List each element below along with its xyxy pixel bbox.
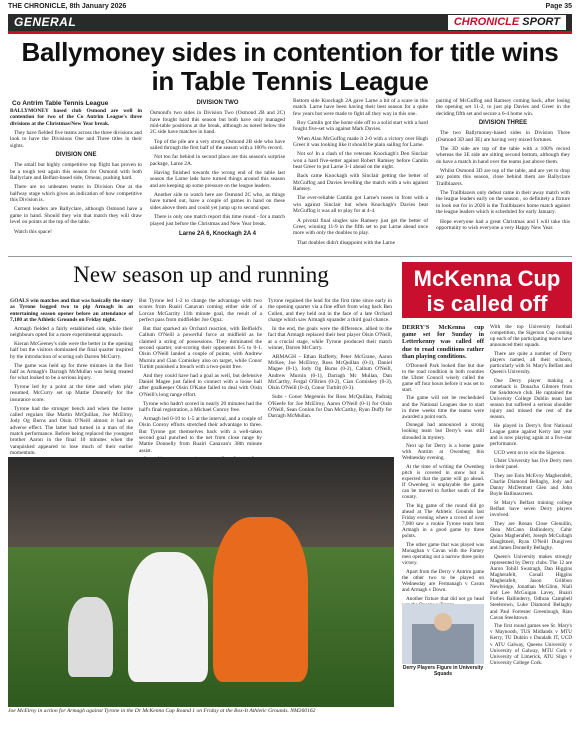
tt-paragraph: Hope everyone had a great Christmas and I will take this opportunity to wish everyone a very Happy New Year. xyxy=(436,218,570,231)
tt-paragraph: There are no unbeaten teams in Division One at the halfway stage which gives an indication of how competitive this Division is. xyxy=(10,184,142,204)
kicker-table-tennis: Co Antrim Table Tennis League xyxy=(12,100,109,107)
mckenna-paragraph: St Mary's Belfast training college Belfast have seven Derry players involved. xyxy=(490,499,572,519)
tt-subhead-div1: DIVISION ONE xyxy=(55,152,97,159)
player-orange-jersey xyxy=(213,517,308,682)
football-paragraph: The game was held up for three minutes in the first half as Armagh's Darragh McMullan was being treated for what looked to be a serious injury. xyxy=(10,362,133,382)
mckenna-paragraph: Next up for Derry is a home game with Antrim at Owenbeg this Wednesday evening. xyxy=(402,443,484,462)
tt-paragraph: Bottom side Knockagh 2A gave Larne a bit of a scare in this match. Larne have been having their best season for a quite few years but were made to fight all they way in this one. xyxy=(293,98,428,117)
football-column-1 xyxy=(10,298,133,455)
tt-paragraph: The 3D side are top of the table with a 100% record whereas the 3E side are sitting second bottom, although they do have a match in hand over the teams just above them. xyxy=(436,146,570,165)
tt-paragraph: Having finished towards the wrong end of the table last season the Larne lads have turned things around this season and are keeping up some pressure on the league leaders. xyxy=(150,170,285,189)
tt-result: Larne 2A 6, Knockagh 2A 4 xyxy=(179,230,256,237)
brand-logo xyxy=(448,15,566,30)
tt-paragraph: The ever-reliable Camlin got Larne's noses in front with a win against Sinclair but when Knockagh's Davies beat McGuffog it was all to play for at 4-4. xyxy=(293,195,428,215)
page-header xyxy=(8,3,572,13)
tt-paragraph: There is only one match report this time round - for a match played just before the Christmas and New Year break. xyxy=(150,214,285,227)
tt-paragraph: pairing of McGuffog and Ramsey coming back, after losing the opening set 11-2, to just pip Davies and Greer in the deciding fifth set and secure a 6-4 home win. xyxy=(436,98,570,117)
mckenna-column-1 xyxy=(402,324,484,600)
match-photo xyxy=(8,457,394,707)
brand-red: CHRONICLE xyxy=(453,16,520,28)
tt-column-1 xyxy=(10,108,142,238)
tt-paragraph: Back came Knockagh with Sinclair getting the better of McGuffog and Davies levelling the match with a win against Ramsey. xyxy=(293,173,428,193)
mckenna-paragraph: Apart from the Derry v Antrim game the other two to be played on Wednesday are Fermanagh v Cavan and Armagh v Down. xyxy=(402,568,484,594)
mckenna-paragraph: They are Eoin McEvoy Magherafelt, Charlie Diamond Bellaghy, Jody and Danny McDermott Glen and John Boyle Ballinascreen. xyxy=(490,473,572,498)
page-number: Page 35 xyxy=(545,3,572,10)
player-white-jersey-2 xyxy=(68,597,113,677)
mckenna-paragraph: Donegal had announced a strong looking team but Derry's was still shrouded in mystery. xyxy=(402,422,484,441)
mini-photo-caption: Derry Players Figure in University Squads xyxy=(402,665,484,677)
mckenna-paragraph: The big game of the round did go ahead at The Athletic Grounds last Friday evening where a crowd of over 7,000 saw a rookie Tyrone team beat Armagh in a good game by three points. xyxy=(402,502,484,540)
tt-column-3 xyxy=(293,98,428,249)
section-label: GENERAL xyxy=(14,15,77,29)
football-paragraph: Tyrone regained the lead for the first time since early in the opening quarter via a fine effort from wing back Ben Cullen, and they held out in the face of a late Orchard charge which saw Armagh squander a third goal chance. xyxy=(268,298,392,324)
tt-paragraph: Current leaders are Ballyclare, although Osmond have a game in hand. Should they win that match they will draw level on points at the top of the table. xyxy=(10,206,142,226)
photo-caption: Joe McElroy in action for Armagh against Tyrone in the Dr McKenna Cup Round 1 on Friday at the Box-It Athletic Grounds. NM260162 xyxy=(8,708,316,714)
football-teams-armagh: ARMAGH - Ethan Rafferty, Peter McGrane, Aaron McKee, Joe McElroy, Ross McQuillan (0-1), Daniel Magee (0-1), Jody Og Burns (0-2), Callum O'Neill, Andrew Murnin (0-1), Darragh Mc Mullan, Dan McCarthy, Fergal O'Brien (0-2), Cian Comiskey (0-3), Oisin O'Neill (0-4), Conor Turbitt (0-3). xyxy=(268,353,392,392)
headline-table-tennis: Ballymoney sides in contention for title wins in Table Tennis League xyxy=(21,37,559,96)
publication-date: THE CHRONICLE, 8th January 2026 xyxy=(8,3,127,10)
football-paragraph: Kieran McGeeney's side were the better in the opening half but the visitors dominated the final quarter inspired by the introduction of scoring sub Darren McCurry. xyxy=(10,341,133,360)
tt-paragraph: The Trailblazers only defeat came in their away match with the league leaders early on the season , so definitely a fixture to look out for in 2026 is the Trailblazers home match against the league leaders which is scheduled for early January. xyxy=(436,190,570,216)
football-paragraph: And they could have had a goal as well, but defensive Daniel Magee just failed to connect with a loose ball after goalkeeper Oisin O'Kane failed to deal with Oisin O'Neill's long range effort. xyxy=(139,372,262,398)
tt-paragraph: Roy Camlin got the home side off to a solid start with a hard fought five-set win against Mark Davies. xyxy=(293,120,428,133)
mckenna-paragraph: There are quite a number of Derry players named, all their schools, particularly with St. Mary's Belfast and Queen's University. xyxy=(490,350,572,376)
tt-paragraph: A pivotal final singles saw Ramsey just get the better of Greer, winning 11-9 in the fifth set to put Larne ahead once more with only the doubles to play. xyxy=(293,217,428,237)
tt-paragraph: Not too far behind in second place are this season's surprise package, Larne 2A. xyxy=(150,154,285,167)
player-white-jersey xyxy=(128,552,208,682)
brand-dark: SPORT xyxy=(522,16,560,28)
football-paragraph: Tyrone who hadn't scored in nearly 20 minutes had the half's final registration, a Michael Conroy free. xyxy=(139,400,262,413)
mckenna-paragraph: O'Donnell Park looked fine but due to the road condition in both counties the Ulster Council wisely called the game off four hours before it was set to start. xyxy=(402,362,484,393)
mckenna-paragraph: The first round games see St. Mary's v Maynooth, TUS Midlands v MTU Kerry, TU Dublin v Dundalk IT, UCD v ATU Galway, Queens University v University of Galway, MTU Cork v University of Limerick, ATU Sligo v University College Cork. xyxy=(490,623,572,666)
mckenna-paragraph: Queen's University makes strongly represented by Derry clubs. The 12 are Aaron Tohill Swatragh, Dan Higgins Magherafelt, Conall Higgins Magherafelt, Jason Gribbon Newbridge, Jonathan McGlinn, Niall and Lee McGuigan Lavey, Ruairi Forbes Ballinderry, Odhran Campbell Steelstown, Luke Diamond Bellaghy and Paul Forrester Greenlough, Rian Cavan Steelstown. xyxy=(490,553,572,621)
tt-paragraph: The small but highly competitive top flight has proven to be a tough test again this season for Osmond with both Ballyclare and Belfast-based side, Orneau, pushing hard. xyxy=(10,162,142,182)
mckenna-paragraph: They are Ronan Close Glenullin, Shea McCann Ballinderry, Cahir Quinn Magherafelt, Joseph McCullagh Slaughtneil, Ryan O'Neill Dungiven and James Donnelly Bellaghy. xyxy=(490,520,572,552)
tt-lead: BALLYMONEY based club Osmond are well in contention for two of the Co Antrim League's three divisions at the Christmas/New Year break. xyxy=(10,108,142,127)
tt-subhead-div3: DIVISION THREE xyxy=(478,120,528,127)
football-paragraph: Tyrone led by a point at the time and when play resumed, McCurry set up Mattie Donnelly for the insurance score. xyxy=(10,384,133,403)
tt-paragraph: Whilst Osmond 3D are top of the table, and are yet to drop any points this season, close behind them are Ballyclare Trailblazers. xyxy=(436,168,570,187)
football-column-3 xyxy=(268,298,392,455)
headline-mckenna-cup: McKenna Cup is called off xyxy=(402,262,572,318)
section-divider xyxy=(8,256,572,257)
mckenna-column-2 xyxy=(490,324,572,732)
mckenna-paragraph: With the top University football competition, the Sigerson Cup coming up each of the participating teams have announced their squads. xyxy=(490,324,572,349)
tt-paragraph: The two Ballymoney-based sides in Division Three (Osmond 3D and 3E) are having very mixed fortunes. xyxy=(436,130,570,143)
mckenna-paragraph: One Derry player making a comeback is Donacha Gilmore from the Sandstown club. He captained the University College Dublin team last season but suffered a serious shoulder injury and missed the rest of the season. xyxy=(490,377,572,421)
tt-paragraph: Osmond's two sides in Division Two (Osmond 2B and 2C) have fought hard this season but both have only managed mid-table positions at the break, although as noted below the 2C side have matches in hand. xyxy=(150,110,285,136)
mckenna-lead: DERRY'S McKenna cup game set for Sunday in Letterkenny was called off due to road conditions rather than playing conditions. xyxy=(402,324,484,360)
mckenna-paragraph: The other game that was played was Monaghan v Cavan with the Farney men operating out a narrow three point victory. xyxy=(402,542,484,567)
mckenna-paragraph: Ulster University has five Derry men in their panel. xyxy=(490,458,572,471)
mckenna-paragraph: Another fixture that did not go head xyxy=(406,595,484,602)
football-paragraph: But Tyrone led 1-2 to change the advantage with two scores from Ruairi Canavan coming either side of a Lorcan McGarrity 11th minute goal, the result of a perfect pass from midfielder Joe Oguz. xyxy=(139,298,262,324)
tt-paragraph: Another side to watch here are Osmond 2C who, as things have turned out, have a couple of games in hand on these sides above them and could yet jump up to second spot. xyxy=(150,192,285,211)
mckenna-paragraph: The game will not be rescheduled and the National Leagues due to start in three weeks time the teams were awarded a point each. xyxy=(402,395,484,420)
tt-column-4 xyxy=(436,98,570,234)
mini-photo xyxy=(402,604,484,664)
tt-paragraph: They have fielded five teams across the three divisions and look to have the Divisions One and Three titles in their sights. xyxy=(10,130,142,149)
tt-column-2 xyxy=(150,100,285,240)
football-paragraph: In the end, the goals were the difference, allied to the fact that Armagh replaced their best player Oisin O'Neill, at a crucial stage, while Tyrone produced their match winner, Darren McCurry. xyxy=(268,325,392,351)
photo-crowd xyxy=(8,457,394,549)
tt-paragraph: Watch this space! xyxy=(14,228,52,235)
football-paragraph: Armagh fielded a fairly established side, while their neighbours opted for a more experimental approach. xyxy=(10,325,133,339)
tt-paragraph: When Alan McGuffog made it 2-0 with a victory over Hugh Greer it was looking like it should be plain sailing for Larne. xyxy=(293,135,428,149)
tt-paragraph: That doubles didn't disappoint with the Larne xyxy=(297,239,395,246)
tt-subhead-div2: DIVISION TWO xyxy=(196,100,239,106)
mckenna-paragraph: At the time of writing the Owenbeg pitch is covered in snow but is expected that the game will go ahead. If Owenbeg is unplayable the game can be moved to further south of the county. xyxy=(402,463,484,501)
football-column-2 xyxy=(139,298,262,455)
mckenna-paragraph: UCD went on to win the Sigerson. xyxy=(494,449,566,456)
tt-paragraph: Not so! In a clash of the veterans Knockagh's Den Sinclair won a hard five-setter against Robert Ramsey before Camlin beat Greer to put Larne 3-1 ahead on the night. xyxy=(293,151,428,171)
mckenna-paragraph: He played in Derry's first National League game against Kerry last year and is now playing again at a five-star performance. xyxy=(490,422,572,448)
headline-new-season: New season up and running xyxy=(73,262,329,287)
football-paragraph: But that sparked an Orchard reaction, with Belfield's Callum O'Neill a powerful force at midfield as he claimed a string of possessions. They dominated the second quarter, out-scoring their opponents 0-5 to 0-1. Oisin O'Neill landed a couple of points, with Andrew Murnin and Cian Comiskey also on target, while Conor Turbitt punished a breach with a two-point free. xyxy=(139,325,262,370)
mini-photo-graphic xyxy=(402,604,484,664)
tt-paragraph: Top of the pile are a very strong Osmond 2B side who have sailed through the first half of the season with a 100% record. xyxy=(150,138,285,152)
football-subs: Subs - Conor Megennis for Ross McQuillan, Padraig O'Keefe for Joe McElroy, Aaron O'Neill (0-1) for Oisin O'Neill, Sean Conlon for Dan McCarthy, Ryan Duffy for Darragh McMullan. xyxy=(268,394,392,420)
football-paragraph: Armagh led 0-10 to 1-5 at the interval, and a couple of Oisin Conroy efforts stretched their advantage to three. But Tyrone got themselves back with a well-taken second goal punched to the net from close range by Mattie Donnelly from Ruairi Canavan's 38th minute assist. xyxy=(139,415,262,454)
football-paragraph: Tyrone had the stronger bench and when the home called regulars like Martin McQuillan, Joe McElroy, Jody Og Burns and Oisin O'Neill almost it had an adverse effect. The latter had turned in a man of the match performance. Before being replaced the youngest brother Aaron in the final 10 minutes when the vanquished appeared to lose much of their earlier momentum. xyxy=(10,405,133,457)
football-lead: GOALS win matches and that was basically the story as Tyrone bagged two to pip Armagh in an entertaining season opener before an attendance of 7,180 at the Athletic Grounds on Friday night. xyxy=(10,298,133,324)
section-band xyxy=(8,14,572,34)
